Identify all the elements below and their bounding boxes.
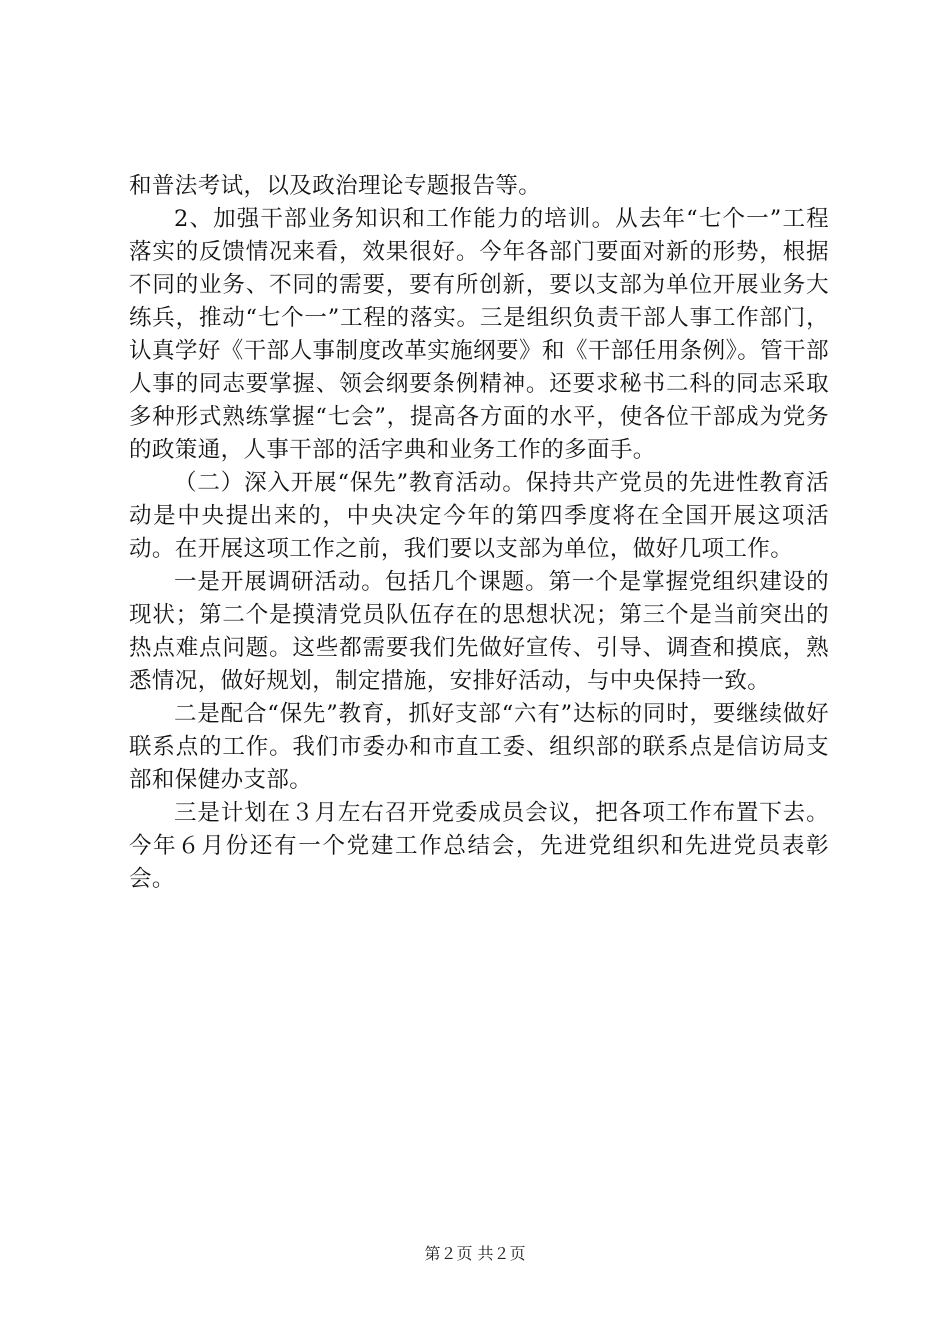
paragraph: 和普法考试，以及政治理论专题报告等。 (129, 173, 542, 199)
paragraph: 2、加强干部业务知识和工作能力的培训。从去年“七个一”工程落实的反馈情况来看，效果很好。今年各部门要面对新的形势，根据不同的业务、不同的需要，要有所创新，要以支部为单位开展业务大练兵，推动“七个一”工程的落实。三是组织负责干部人事工作部门，认真学好《干部人事制度改革实施纲要》和《干部任用条例》。管干部人事的同志要掌握、领会纲要条例精神。还要求秘书二科的同志采取多种形式熟练掌握“七会”，提高各方面的水平，使各位干部成为党务的政策通，人事干部的活字典和业务工作的多面手。 (129, 206, 829, 463)
page-number: 第２页 共２页 (424, 1244, 526, 1263)
paragraph: 三是计划在３月左右召开党委成员会议，把各项工作布置下去。今年６月份还有一个党建工作总结会，先进党组织和先进党员表彰会。 (129, 800, 829, 892)
paragraph: （二）深入开展“保先”教育活动。保持共产党员的先进性教育活动是中央提出来的，中央决定今年的第四季度将在全国开展这项活动。在开展这项工作之前，我们要以支部为单位，做好几项工作。 (129, 470, 829, 562)
paragraph: 二是配合“保先”教育，抓好支部“六有”达标的同时，要继续做好联系点的工作。我们市委办和市直工委、组织部的联系点是信访局支部和保健办支部。 (129, 701, 829, 793)
paragraph: 一是开展调研活动。包括几个课题。第一个是掌握党组织建设的现状；第二个是摸清党员队伍存在的思想状况；第三个是当前突出的热点难点问题。这些都需要我们先做好宣传、引导、调查和摸底，熟悉情况，做好规划，制定措施，安排好活动，与中央保持一致。 (129, 569, 829, 694)
page-footer (0, 1244, 950, 1264)
document-body (129, 170, 829, 896)
